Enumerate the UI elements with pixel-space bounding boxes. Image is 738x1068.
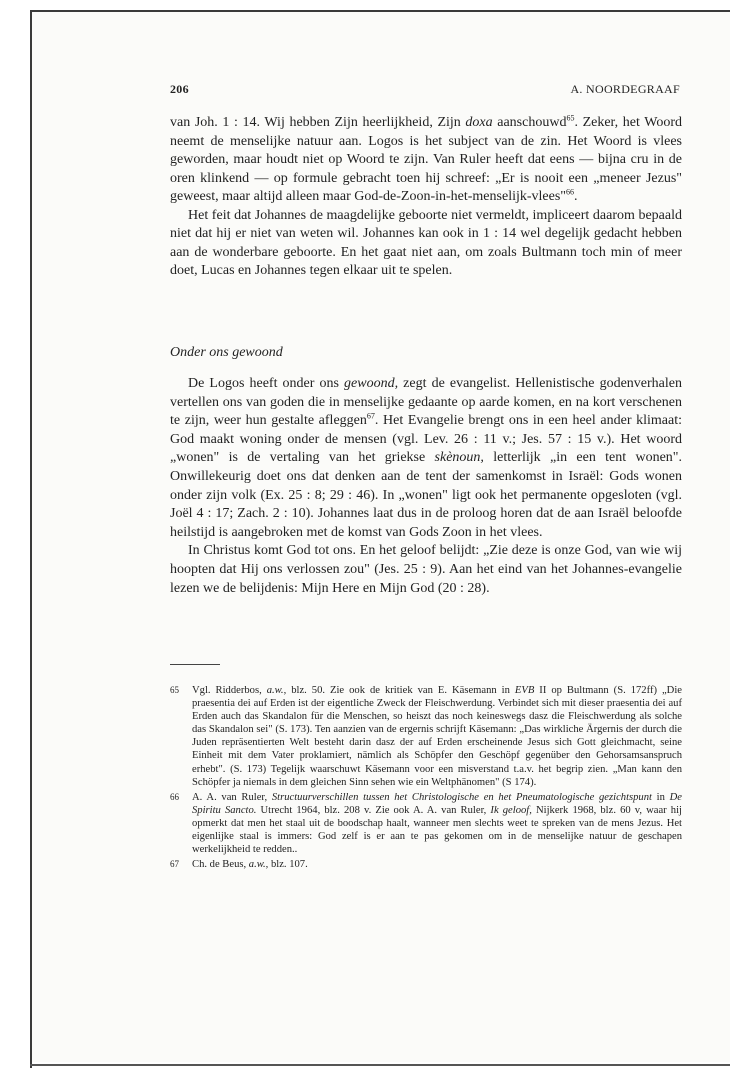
italic-term: skènoun, xyxy=(434,450,484,466)
page-edge-top xyxy=(30,10,730,12)
paragraph-1 xyxy=(170,114,682,207)
italic-term: De Spiritu Sancto. xyxy=(192,791,682,816)
italic-term: EVB xyxy=(514,685,535,696)
body-text-upper xyxy=(170,114,682,281)
footnote-number: 66 xyxy=(170,791,179,802)
text-run: blz. 50. Zie ook de kritiek van E. Käsemann in xyxy=(286,685,515,696)
italic-term: gewoond, xyxy=(344,376,399,391)
italic-term: doxa xyxy=(465,115,493,130)
section-heading: Onder ons gewoond xyxy=(170,345,283,360)
text-run: . Het Evangelie brengt ons in een heel ander klimaat: God maakt woning onder de mensen (vgl. Lev. 26 : 11 v.; Jes. 57 : 15 v.). Het woord „wonen" is de vertaling van het griekse xyxy=(170,413,682,466)
page-edge-left xyxy=(30,10,32,1068)
footnote-66 xyxy=(170,791,682,856)
text-run: van Joh. 1 : 14. Wij hebben Zijn heerlijkheid, Zijn xyxy=(170,115,466,130)
footnotes xyxy=(170,684,682,873)
text-run: De Logos heeft onder ons xyxy=(188,376,345,391)
text-run: Vgl. Ridderbos, xyxy=(192,685,267,696)
text-run: letterlijk „in een tent wonen". Onwillekeurig doet ons dat denken aan de tent der samenkomst in Israël: Gods wonen onder zijn volk (Ex. 25 : 8; 29 : 46). In „wonen" ligt ook het permanente opgesloten (vgl. Joël 4 : 17; Zach. 2 : 10). Johannes laat dus in de proloog horen dat de aan Israël beloofde heilstijd is aangebroken met de komst van Gods Zoon in het vlees. xyxy=(170,450,682,540)
footnote-65 xyxy=(170,684,682,789)
footnote-67 xyxy=(170,858,682,871)
italic-term: Structuurverschillen tussen het Christologische en het Pneumatologische gezichtspunt xyxy=(271,791,652,803)
text-run: blz. 107. xyxy=(268,859,308,871)
text-run: . xyxy=(574,189,578,205)
footnote-rule xyxy=(170,664,220,665)
text-run: . Zeker, het Woord neemt de menselijke natuur aan. Logos is het subject van de zin. Het Woord is vlees geworden, maar houdt niet op Woord te zijn. Van Ruler heeft dat eens — bijna cru in de oren klinkend — op formule gebracht toen hij schreef: „Er is nooit een „meneer Jezus" geweest, maar altijd alleen maar God-de-Zoon-in-het-menselijk-vlees" xyxy=(170,115,683,205)
text-run: Nijkerk 1968, blz. 60 v, waar hij opmerkt dat men het staal uit de boodschap haalt, wanneer men slechts weet te spreken van de mens Jezus. Het eigenlijke staal is immers: God zelf is er aan te pas gekomen om in de menselijke natuur de geschapen werkelijkheid te redden.. xyxy=(192,804,682,856)
text-run: II op Bultmann (S. 172ff) „Die praesentia dei auf Erden ist der eigentliche Zweck der Fleischwerdung. Verbindet sich mit dieser praesentia dei auf Erden auch das Skandalon für die Menschen, so heiszt das noch keineswegs dasz die Fleischwerdung als solche das Skandalon sei" (S. 173). Ten aanzien van de ergernis schrijft Käsemann: „Das wirkliche Ärgernis der durch die Juden repräsentierten Welt besteht darin dasz der auf Erden erscheinende Jesus sich Gott gleichmacht, seine Einheit mit dem Vater proklamiert, nämlich als Schöpfer den Geschöpf gegenüber den Gehorsamsanspruch erhebt". (S. 173) Tegelijk waarschuwt Käsemann voor een misverstand t.a.v. het begrip zien. „Man kann den Schöpfer ja niemals in dem gleichen Sinn sehen wie ein Weltphänomen" (S 174). xyxy=(192,685,682,788)
paragraph-3 xyxy=(170,375,682,542)
text-run: Ch. de Beus, xyxy=(192,859,249,871)
text-run: Utrecht 1964, blz. 208 v. Zie ook A. A. van Ruler, xyxy=(256,804,491,816)
running-header xyxy=(170,82,680,97)
footnote-number: 65 xyxy=(170,685,179,695)
paragraph-2: Het feit dat Johannes de maagdelijke geboorte niet vermeldt, impliceert daarom bepaald niet dat hij er niet van weten wil. Johannes kan ook in 1 : 14 wel degelijk gedacht hebben aan de wonderbare geboorte. En het gaat niet aan, om zoals Bultmann toch min of meer doet, Lucas en Johannes tegen elkaar uit te spelen. xyxy=(170,207,682,279)
footnote-number: 67 xyxy=(170,859,179,870)
text-run: A. A. van Ruler, xyxy=(192,791,272,803)
footnote-ref: 65 xyxy=(566,113,575,123)
running-head-author: A. NOORDEGRAAF xyxy=(570,82,680,96)
footnote-ref: 67 xyxy=(366,411,375,421)
footnote-ref: 66 xyxy=(566,187,574,197)
text-run: zegt de evangelist. Hellenistische godenverhalen vertellen ons van goden die in menselijke gedaante op aarde komen, en na kort verschenen te zijn, weer hun gestalte afleggen xyxy=(170,376,682,429)
text-run: aanschouwd xyxy=(492,115,567,130)
italic-term: a.w., xyxy=(248,859,269,871)
italic-term: a.w., xyxy=(266,685,287,696)
page-edge-bottom xyxy=(30,1064,730,1066)
paragraph-4: In Christus komt God tot ons. En het geloof belijdt: „Zie deze is onze God, van wie wij hoopten dat Hij ons verlossen zou" (Jes. 25 : 9). Aan het eind van het Johannes-evangelie lezen we de belijdenis: Mijn Here en Mijn God (20 : 28). xyxy=(170,543,682,596)
italic-term: Ik geloof, xyxy=(490,804,532,816)
body-text-lower xyxy=(170,375,682,598)
text-run: in xyxy=(651,791,670,803)
page-number: 206 xyxy=(170,82,189,96)
